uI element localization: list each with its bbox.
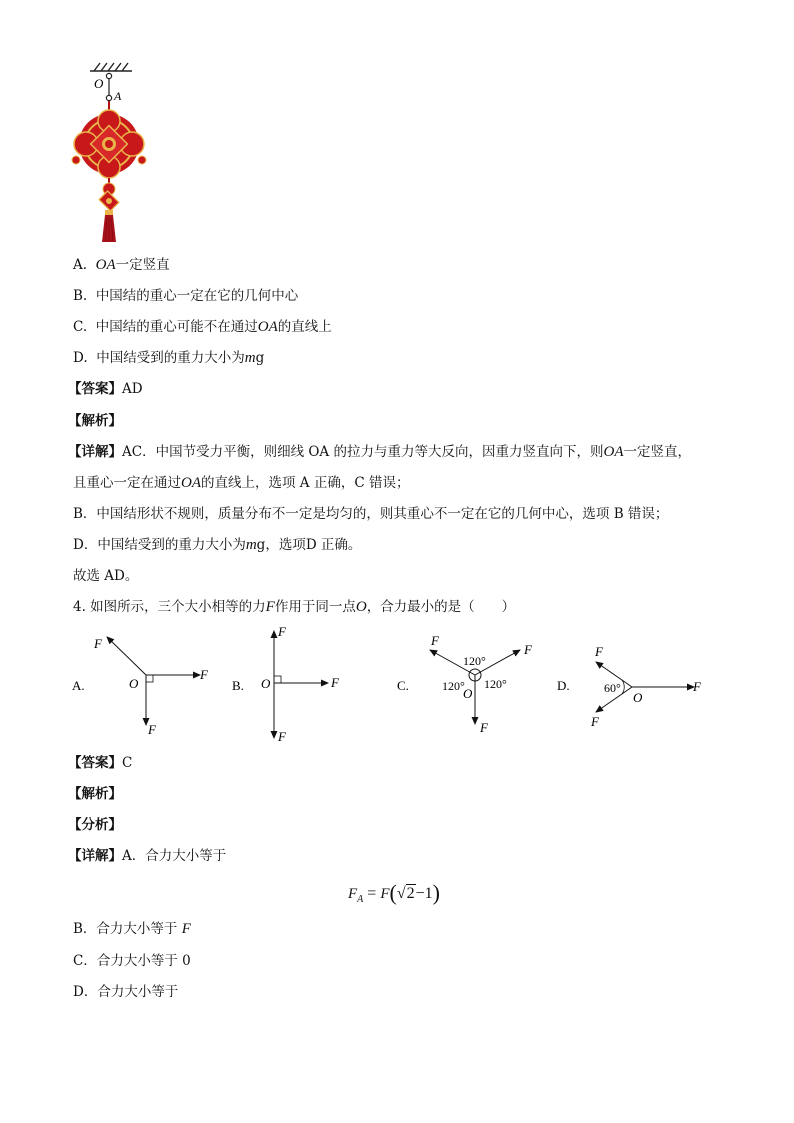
option-b: B. 中国结的重心一定在它的几何中心: [73, 288, 299, 304]
q3-analysis-tag: 【解析】: [68, 413, 122, 429]
figure-c-angle-right: 120°: [484, 677, 507, 691]
figure-c-angle-top: 120°: [463, 654, 486, 668]
figure-b-f-right: F: [331, 675, 339, 690]
ceiling-support: [90, 63, 132, 71]
figure-a: [72, 636, 209, 737]
q4-detail-c: C．合力大小等于 0: [73, 953, 191, 969]
figure-b-f-up: F: [278, 624, 286, 639]
q4-force-figures: [60, 620, 740, 750]
figure-b-f-down: F: [278, 729, 286, 744]
chinese-knot-figure: [66, 58, 156, 246]
figure-d-f-right: F: [693, 679, 701, 694]
q3-detail-line2: 且重心一定在通过OA的直线上，选项 A 正确，C 错误；: [73, 475, 410, 491]
point-a: [106, 95, 111, 100]
figure-d-f-upleft: F: [595, 644, 603, 659]
label-a: A: [114, 89, 122, 103]
q4-analysis-tag: 【解析】: [68, 786, 122, 802]
q3-conclusion: 故选 AD。: [73, 568, 139, 584]
figure-d-o: O: [633, 690, 643, 705]
figure-b-label: B.: [232, 678, 244, 693]
q4-detail-b: B．合力大小等于 F: [73, 921, 191, 937]
figure-d-f-downleft: F: [591, 714, 599, 729]
option-c: C. 中国结的重心可能不在通过OA的直线上: [73, 319, 332, 335]
figure-c-angle-left: 120°: [442, 679, 465, 693]
figure-c-f-upleft: F: [431, 633, 439, 648]
figure-c-f-down: F: [480, 720, 488, 735]
figure-a-f-upleft: F: [94, 636, 102, 651]
formula-fa: $F_A = F(√2-1)$: [348, 880, 440, 906]
knot-body: [72, 110, 146, 178]
figure-a-o: O: [129, 676, 139, 691]
figure-c-f-upright: F: [524, 642, 532, 657]
q4-answer: 【答案】C: [68, 755, 133, 771]
q3-detail-line4: D．中国结受到的重力大小为mg，选项D 正确。: [73, 537, 362, 553]
figure-d-label: D.: [557, 678, 570, 693]
q4-fenxi-tag: 【分析】: [68, 817, 122, 833]
figure-c: [397, 633, 533, 735]
q4-detail-a: 【详解】A．合力大小等于: [68, 848, 227, 864]
q4-detail-d: D．合力大小等于: [73, 984, 179, 1000]
label-o: O: [94, 76, 104, 91]
figure-d-angle: 60°: [604, 681, 621, 695]
q3-detail-line3: B．中国结形状不规则，质量分布不一定是均匀的，则其重心不一定在它的几何中心，选项 B 错误；: [73, 506, 669, 522]
figure-b-o: O: [261, 676, 271, 691]
figure-a-f-right: F: [200, 667, 208, 682]
pivot-o: [106, 73, 111, 78]
q4-stem: 4. 如图所示，三个大小相等的力F作用于同一点O，合力最小的是（ ）: [73, 599, 516, 615]
figure-a-f-down: F: [148, 722, 156, 737]
figure-a-label: A.: [72, 678, 85, 693]
figure-c-label: C.: [397, 678, 409, 693]
figure-c-o: O: [463, 686, 473, 701]
q3-detail-line1: 【详解】AC．中国节受力平衡，则细线 OA 的拉力与重力等大反向，因重力竖直向下，则OA一定竖直，: [68, 444, 691, 460]
knot-small: [99, 183, 119, 211]
q3-answer: 【答案】AD: [68, 381, 143, 397]
option-a: A. OA一定竖直: [73, 257, 170, 273]
tassel: [102, 210, 116, 242]
option-d: D. 中国结受到的重力大小为mg: [73, 350, 265, 366]
figure-d: [557, 644, 702, 729]
figure-b: [232, 624, 340, 744]
